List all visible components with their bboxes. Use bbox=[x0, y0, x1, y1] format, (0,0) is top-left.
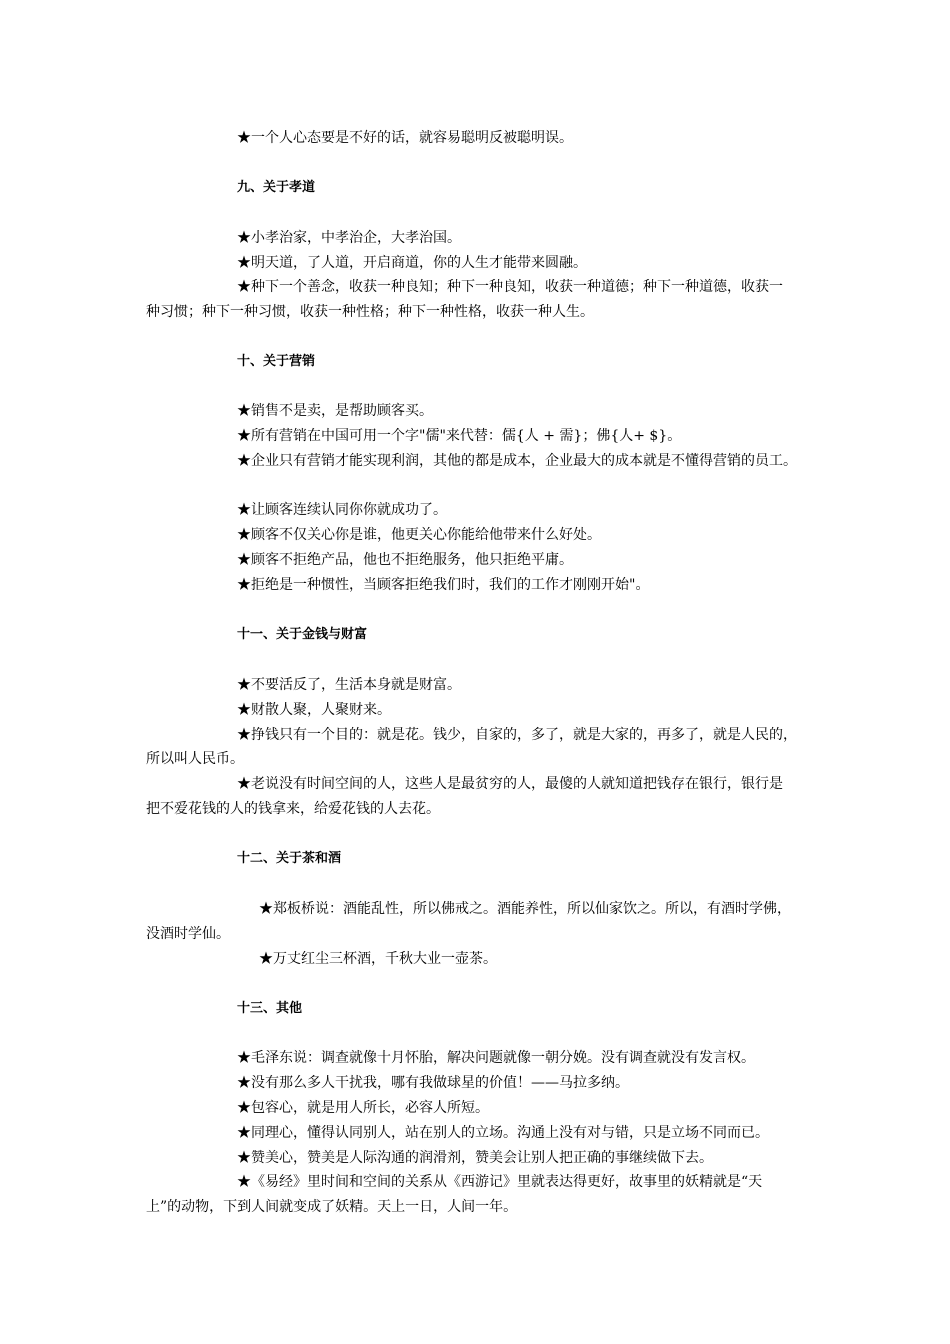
paragraph-line: 所以叫人民币。 bbox=[146, 751, 244, 767]
paragraph-line: ★老说没有时间空间的人，这些人是最贫穷的人，最傻的人就知道把钱存在银行，银行是 bbox=[237, 776, 783, 792]
paragraph-line: 上”的动物，下到人间就变成了妖精。天上一日，人间一年。 bbox=[146, 1199, 518, 1215]
section-heading: 十一、关于金钱与财富 bbox=[237, 627, 368, 642]
paragraph-line: ★不要活反了，生活本身就是财富。 bbox=[237, 677, 461, 693]
paragraph-line: ★财散人聚，人聚财来。 bbox=[237, 702, 391, 718]
paragraph-line: ★让顾客连续认同你你就成功了。 bbox=[237, 502, 447, 518]
paragraph-line: ★拒绝是一种惯性，当顾客拒绝我们时，我们的工作才刚刚开始"。 bbox=[237, 577, 650, 593]
section-heading: 十二、关于茶和酒 bbox=[237, 851, 342, 866]
paragraph-line: ★所有营销在中国可用一个字"儒"来代替：儒{人 + 需}；佛{人+ $}。 bbox=[237, 428, 682, 444]
paragraph-line: ★毛泽东说：调查就像十月怀胎，解决问题就像一朝分娩。没有调查就没有发言权。 bbox=[237, 1050, 755, 1066]
section-heading: 十、关于营销 bbox=[237, 354, 316, 369]
section-heading: 十三、其他 bbox=[237, 1001, 303, 1016]
paragraph-line: ★挣钱只有一个目的：就是花。钱少，自家的，多了，就是大家的，再多了，就是人民的， bbox=[237, 727, 797, 743]
paragraph-line: 把不爱花钱的人的钱拿来，给爱花钱的人去花。 bbox=[146, 801, 440, 817]
paragraph-line: 没酒时学仙。 bbox=[146, 926, 230, 942]
section-heading: 九、关于孝道 bbox=[237, 180, 316, 195]
paragraph-line: ★企业只有营销才能实现利润，其他的都是成本，企业最大的成本就是不懂得营销的员工。 bbox=[237, 453, 797, 469]
paragraph-line: ★郑板桥说：酒能乱性，所以佛戒之。酒能养性，所以仙家饮之。所以，有酒时学佛， bbox=[259, 901, 791, 917]
paragraph-line: ★销售不是卖，是帮助顾客买。 bbox=[237, 403, 433, 419]
paragraph-line: ★万丈红尘三杯酒，千秋大业一壶茶。 bbox=[259, 951, 497, 967]
paragraph-line: ★同理心，懂得认同别人，站在别人的立场。沟通上没有对与错，只是立场不同而已。 bbox=[237, 1125, 769, 1141]
paragraph-line: ★顾客不仅关心你是谁，他更关心你能给他带来什么好处。 bbox=[237, 527, 601, 543]
paragraph-line: ★明天道，了人道，开启商道，你的人生才能带来圆融。 bbox=[237, 255, 587, 271]
paragraph-line: ★一个人心态要是不好的话，就容易聪明反被聪明误。 bbox=[237, 130, 573, 146]
paragraph-line: ★种下一个善念，收获一种良知；种下一种良知，收获一种道德；种下一种道德，收获一 bbox=[237, 279, 783, 295]
paragraph-line: ★没有那么多人干扰我，哪有我做球星的价值！——马拉多纳。 bbox=[237, 1075, 629, 1091]
paragraph-line: ★顾客不拒绝产品，他也不拒绝服务，他只拒绝平庸。 bbox=[237, 552, 573, 568]
paragraph-line: ★小孝治家，中孝治企，大孝治国。 bbox=[237, 230, 461, 246]
paragraph-line: ★《易经》里时间和空间的关系从《西游记》里就表达得更好，故事里的妖精就是“天 bbox=[237, 1174, 763, 1190]
paragraph-line: 种习惯；种下一种习惯，收获一种性格；种下一种性格，收获一种人生。 bbox=[146, 304, 594, 320]
paragraph-line: ★赞美心，赞美是人际沟通的润滑剂，赞美会让别人把正确的事继续做下去。 bbox=[237, 1150, 713, 1166]
paragraph-line: ★包容心，就是用人所长，必容人所短。 bbox=[237, 1100, 489, 1116]
